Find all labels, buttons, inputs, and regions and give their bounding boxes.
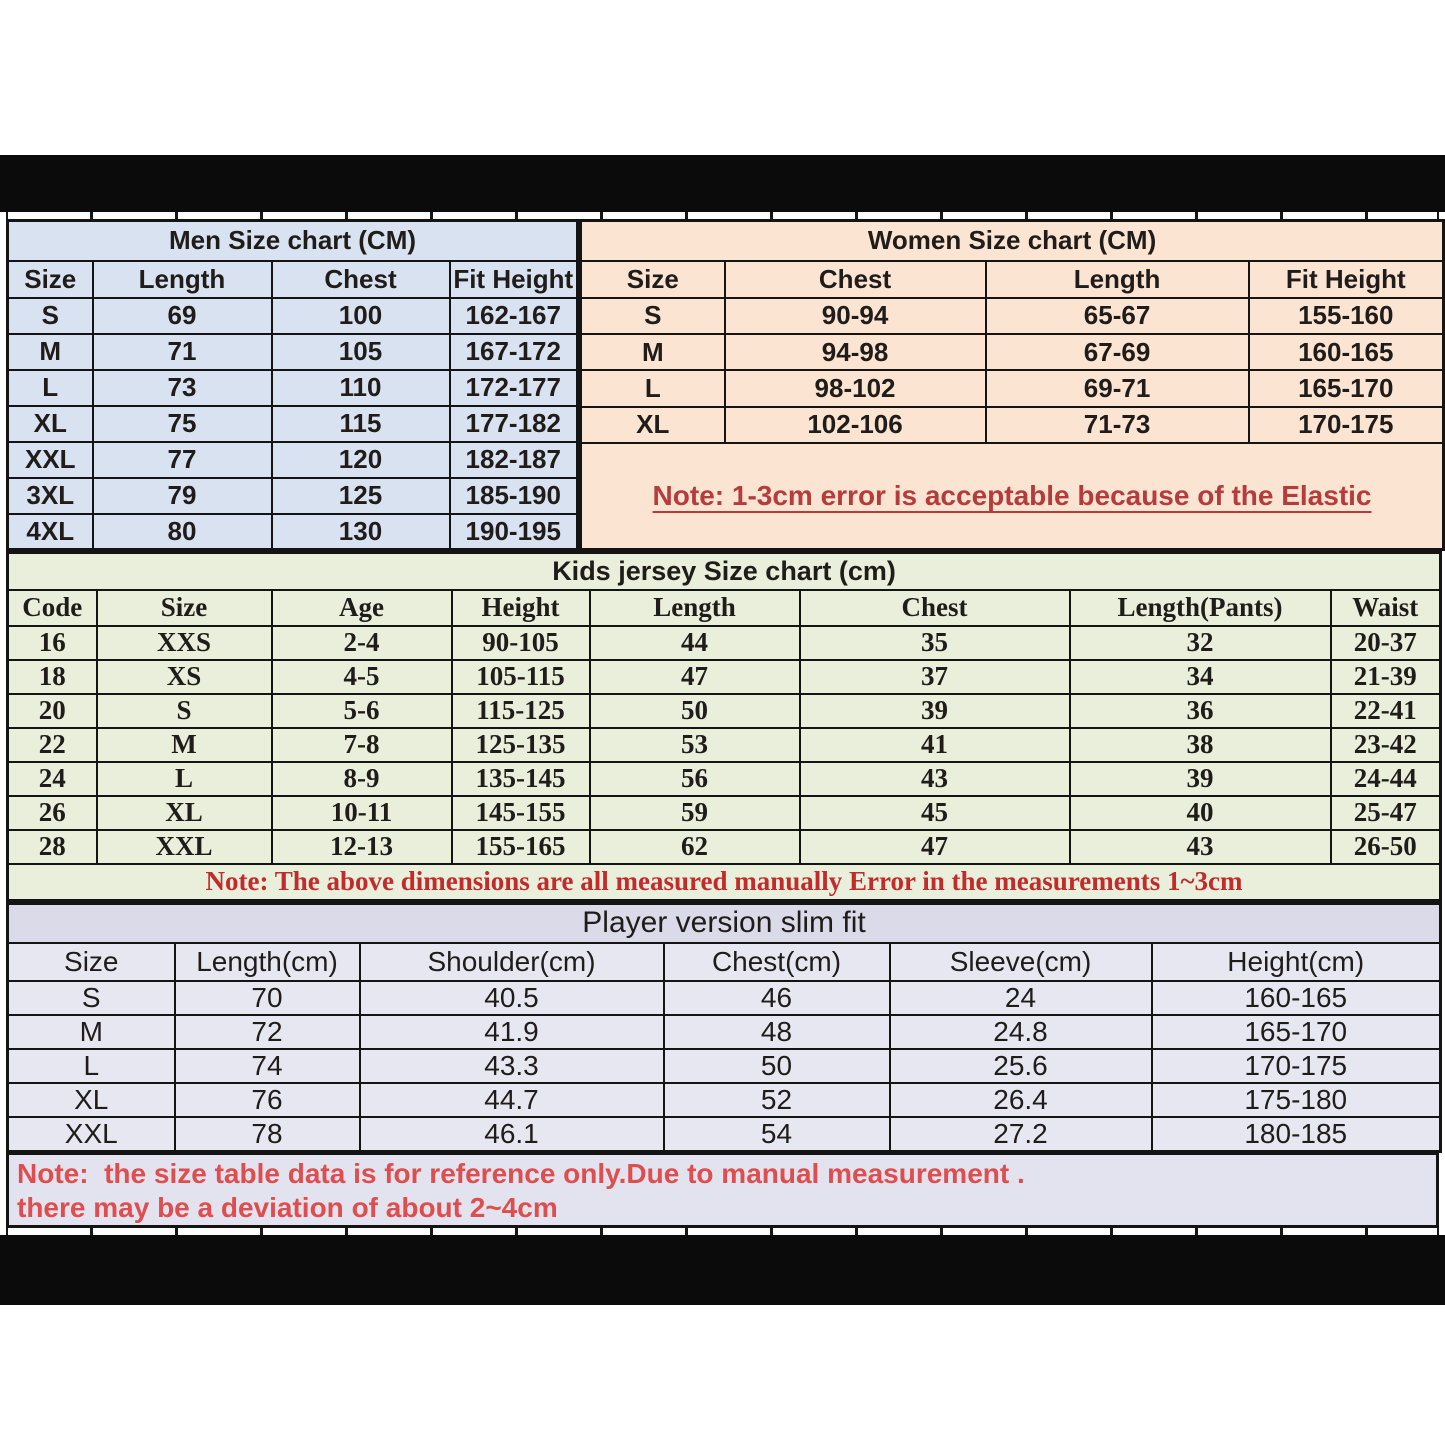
table-row (8, 694, 1441, 728)
table-cell: 37 (800, 660, 1070, 694)
table-cell: 69 (93, 298, 272, 334)
table-cell: 175-180 (1152, 1083, 1441, 1117)
women-table-title: Women Size chart (CM) (581, 221, 1444, 261)
table-cell: 105 (272, 334, 450, 370)
kids-note-row (8, 864, 1441, 901)
table-cell: S (97, 694, 272, 728)
table-cell: 105-115 (452, 660, 590, 694)
footer-note-line2: there may be a deviation of about 2~4cm (17, 1192, 558, 1223)
table-row (581, 370, 1444, 406)
column-header: Waist (1331, 590, 1441, 626)
table-cell: XL (97, 796, 272, 830)
table-cell: 43 (800, 762, 1070, 796)
table-cell: 5-6 (272, 694, 452, 728)
table-cell: 74 (175, 1049, 360, 1083)
table-cell: 165-170 (1152, 1015, 1441, 1049)
table-cell: 22 (8, 728, 97, 762)
table-cell: 120 (272, 442, 450, 478)
table-cell: 69-71 (986, 370, 1249, 406)
column-header: Length(cm) (175, 943, 360, 981)
table-cell: 115 (272, 406, 450, 442)
column-header: Length (590, 590, 800, 626)
table-cell: 70 (175, 981, 360, 1015)
men-table-title: Men Size chart (CM) (8, 221, 578, 261)
table-cell: 41 (800, 728, 1070, 762)
women-table-title-row (581, 221, 1444, 261)
table-row (8, 660, 1441, 694)
table-cell: 46 (664, 981, 890, 1015)
table-cell: 48 (664, 1015, 890, 1049)
table-row (8, 626, 1441, 660)
table-cell: 46.1 (360, 1117, 664, 1152)
table-cell: 47 (590, 660, 800, 694)
women-size-table (579, 219, 1445, 551)
table-cell: S (8, 298, 93, 334)
column-header: Size (97, 590, 272, 626)
kids-note-text: Note: The above dimensions are all measured manually Error in the measurements 1~3cm (205, 866, 1243, 896)
table-cell: 182-187 (450, 442, 578, 478)
column-header: Size (581, 261, 725, 298)
table-cell: S (8, 981, 175, 1015)
table-row (581, 407, 1444, 443)
table-row (8, 1015, 1441, 1049)
table-cell: M (581, 334, 725, 370)
table-cell: L (8, 1049, 175, 1083)
player-table-title: Player version slim fit (8, 903, 1441, 943)
table-cell: 162-167 (450, 298, 578, 334)
table-cell: 170-175 (1152, 1049, 1441, 1083)
column-header: Chest(cm) (664, 943, 890, 981)
table-cell: 44 (590, 626, 800, 660)
table-cell: 39 (1070, 762, 1331, 796)
table-cell: 26.4 (890, 1083, 1152, 1117)
table-cell: 4XL (8, 514, 93, 550)
table-cell: 155-160 (1249, 298, 1444, 334)
table-cell: M (8, 1015, 175, 1049)
table-cell: 90-94 (725, 298, 986, 334)
table-cell: 43.3 (360, 1049, 664, 1083)
bottom-black-bar (0, 1235, 1445, 1305)
table-row (8, 334, 578, 370)
table-cell: XL (8, 1083, 175, 1117)
table-cell: 41.9 (360, 1015, 664, 1049)
table-cell: 45 (800, 796, 1070, 830)
table-cell: 135-145 (452, 762, 590, 796)
table-cell: 155-165 (452, 830, 590, 864)
player-version-table (6, 902, 1442, 1154)
table-row (8, 514, 578, 550)
table-cell: 8-9 (272, 762, 452, 796)
column-header: Length (93, 261, 272, 298)
table-cell: 71 (93, 334, 272, 370)
women-note-text: Note: 1-3cm error is acceptable because of the Elastic (652, 480, 1372, 511)
table-cell: 24.8 (890, 1015, 1152, 1049)
column-header: Height(cm) (1152, 943, 1441, 981)
table-cell: 52 (664, 1083, 890, 1117)
table-cell: 3XL (8, 478, 93, 514)
player-table-header-row (8, 943, 1441, 981)
table-row (8, 370, 578, 406)
table-cell: 16 (8, 626, 97, 660)
table-row (8, 478, 578, 514)
table-cell: 26 (8, 796, 97, 830)
table-cell: 54 (664, 1117, 890, 1152)
table-cell: 110 (272, 370, 450, 406)
table-cell: 77 (93, 442, 272, 478)
table-cell: 190-195 (450, 514, 578, 550)
men-women-section (6, 219, 1439, 551)
table-cell: 185-190 (450, 478, 578, 514)
column-header: Chest (725, 261, 986, 298)
table-cell: 25-47 (1331, 796, 1441, 830)
table-cell: S (581, 298, 725, 334)
table-cell: 160-165 (1152, 981, 1441, 1015)
table-cell: 102-106 (725, 407, 986, 443)
column-header: Chest (800, 590, 1070, 626)
men-table-title-row (8, 221, 578, 261)
table-cell: 79 (93, 478, 272, 514)
column-header: Size (8, 261, 93, 298)
table-row (581, 334, 1444, 370)
table-cell: 7-8 (272, 728, 452, 762)
table-row (8, 406, 578, 442)
table-cell: 20-37 (1331, 626, 1441, 660)
table-cell: 50 (590, 694, 800, 728)
column-header: Age (272, 590, 452, 626)
table-cell: 53 (590, 728, 800, 762)
column-header: Length (986, 261, 1249, 298)
table-cell: 59 (590, 796, 800, 830)
table-row (8, 1117, 1441, 1152)
men-size-table (6, 219, 579, 551)
table-cell: L (581, 370, 725, 406)
table-cell: 177-182 (450, 406, 578, 442)
table-cell: 62 (590, 830, 800, 864)
column-header: Chest (272, 261, 450, 298)
table-row (8, 981, 1441, 1015)
table-cell: 94-98 (725, 334, 986, 370)
table-cell: 78 (175, 1117, 360, 1152)
table-cell: 98-102 (725, 370, 986, 406)
table-cell: 125 (272, 478, 450, 514)
table-cell: 40.5 (360, 981, 664, 1015)
column-header: Fit Height (1249, 261, 1444, 298)
table-cell: 10-11 (272, 796, 452, 830)
table-row (8, 1083, 1441, 1117)
table-cell: 4-5 (272, 660, 452, 694)
table-cell: XXL (8, 1117, 175, 1152)
column-header: Size (8, 943, 175, 981)
table-row (8, 796, 1441, 830)
kids-table-title: Kids jersey Size chart (cm) (8, 553, 1441, 590)
column-header: Fit Height (450, 261, 578, 298)
column-header: Code (8, 590, 97, 626)
table-row (8, 762, 1441, 796)
table-cell: 24-44 (1331, 762, 1441, 796)
table-cell: 115-125 (452, 694, 590, 728)
table-cell: 80 (93, 514, 272, 550)
table-cell: XXS (97, 626, 272, 660)
table-cell: XS (97, 660, 272, 694)
table-cell: 100 (272, 298, 450, 334)
table-cell: 40 (1070, 796, 1331, 830)
table-cell: XXL (8, 442, 93, 478)
table-row (581, 298, 1444, 334)
table-cell: 44.7 (360, 1083, 664, 1117)
kids-table-title-row (8, 553, 1441, 590)
table-cell: 67-69 (986, 334, 1249, 370)
table-cell: 34 (1070, 660, 1331, 694)
table-cell: XXL (97, 830, 272, 864)
table-cell: 28 (8, 830, 97, 864)
table-cell: 32 (1070, 626, 1331, 660)
table-cell: 90-105 (452, 626, 590, 660)
table-cell: 71-73 (986, 407, 1249, 443)
footer-note-line1: Note: the size table data is for reference only.Due to manual measurement . (17, 1158, 1025, 1189)
column-header: Length(Pants) (1070, 590, 1331, 626)
women-note (581, 443, 1444, 550)
women-table-header-row (581, 261, 1444, 298)
table-cell: 47 (800, 830, 1070, 864)
table-cell: XL (8, 406, 93, 442)
men-table-header-row (8, 261, 578, 298)
table-cell: 167-172 (450, 334, 578, 370)
size-chart-sheet (6, 212, 1439, 1235)
table-cell: 38 (1070, 728, 1331, 762)
table-cell: 18 (8, 660, 97, 694)
table-cell: 180-185 (1152, 1117, 1441, 1152)
table-cell: 36 (1070, 694, 1331, 728)
table-cell: 72 (175, 1015, 360, 1049)
table-cell: 65-67 (986, 298, 1249, 334)
table-row (8, 1049, 1441, 1083)
table-cell: 165-170 (1249, 370, 1444, 406)
table-cell: 172-177 (450, 370, 578, 406)
table-cell: 35 (800, 626, 1070, 660)
table-cell: 130 (272, 514, 450, 550)
table-cell: 22-41 (1331, 694, 1441, 728)
table-cell: 76 (175, 1083, 360, 1117)
top-white-margin (0, 0, 1445, 155)
table-cell: 50 (664, 1049, 890, 1083)
table-cell: 20 (8, 694, 97, 728)
clipped-grid-row-bottom (6, 1228, 1439, 1235)
kids-size-table (6, 551, 1442, 902)
table-cell: 170-175 (1249, 407, 1444, 443)
table-row (8, 830, 1441, 864)
table-cell: M (8, 334, 93, 370)
table-cell: 145-155 (452, 796, 590, 830)
women-note-row (581, 443, 1444, 550)
table-cell: 23-42 (1331, 728, 1441, 762)
table-row (8, 728, 1441, 762)
column-header: Height (452, 590, 590, 626)
kids-table-header-row (8, 590, 1441, 626)
table-cell: 75 (93, 406, 272, 442)
table-cell: 24 (890, 981, 1152, 1015)
table-cell: 160-165 (1249, 334, 1444, 370)
top-black-bar (0, 155, 1445, 212)
column-header: Sleeve(cm) (890, 943, 1152, 981)
footer-note (6, 1153, 1439, 1228)
table-cell: 39 (800, 694, 1070, 728)
table-cell: XL (581, 407, 725, 443)
table-cell: M (97, 728, 272, 762)
table-cell: 25.6 (890, 1049, 1152, 1083)
kids-note (8, 864, 1441, 901)
player-table-title-row (8, 903, 1441, 943)
table-cell: L (97, 762, 272, 796)
table-cell: 73 (93, 370, 272, 406)
table-cell: 125-135 (452, 728, 590, 762)
table-cell: 24 (8, 762, 97, 796)
table-cell: 21-39 (1331, 660, 1441, 694)
table-cell: 56 (590, 762, 800, 796)
table-cell: 43 (1070, 830, 1331, 864)
table-cell: L (8, 370, 93, 406)
table-cell: 27.2 (890, 1117, 1152, 1152)
column-header: Shoulder(cm) (360, 943, 664, 981)
table-row (8, 298, 578, 334)
table-cell: 12-13 (272, 830, 452, 864)
table-cell: 2-4 (272, 626, 452, 660)
table-cell: 26-50 (1331, 830, 1441, 864)
clipped-grid-row-top (6, 212, 1439, 219)
table-row (8, 442, 578, 478)
